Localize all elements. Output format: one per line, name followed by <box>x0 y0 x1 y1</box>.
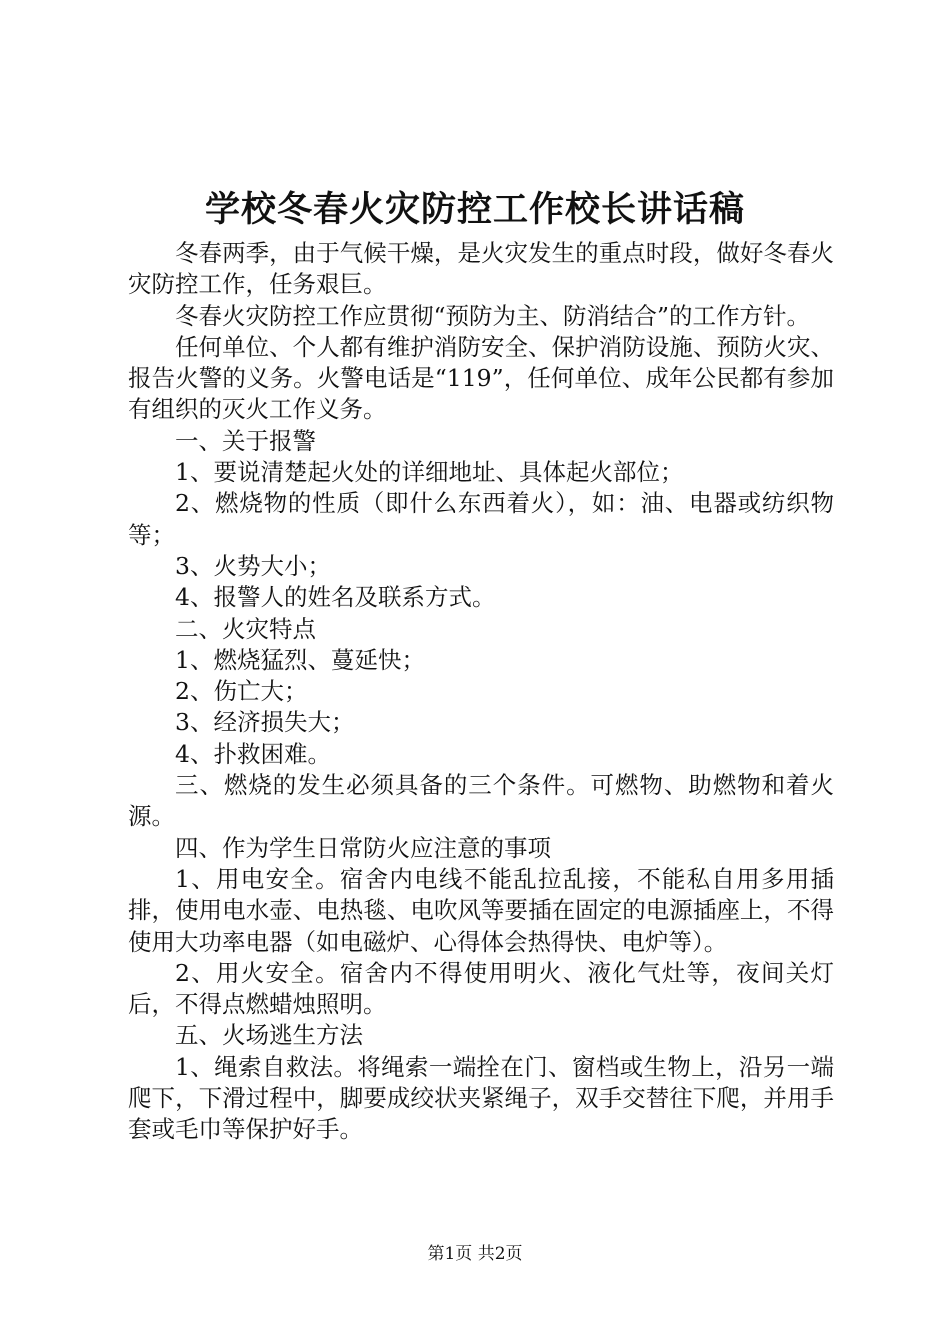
page-title: 学校冬春火灾防控工作校长讲话稿 <box>204 190 745 230</box>
list-item: 2、伤亡大； <box>175 677 308 706</box>
section-heading: 四、作为学生日常防火应注意的事项 <box>175 833 551 862</box>
section-heading: 一、关于报警 <box>175 426 316 455</box>
paragraph: 任何单位、个人都有维护消防安全、保护消防设施、预防火灾、报告火警的义务。火警电话是“119”，任何单位、成年公民都有参加有组织的灭火工作义务。 <box>128 332 834 424</box>
paragraph: 冬春两季，由于气候干燥，是火灾发生的重点时段，做好冬春火灾防控工作，任务艰巨。 <box>128 239 834 299</box>
list-item: 1、绳索自救法。将绳索一端拴在门、窗档或生物上，沿另一端爬下，下滑过程中，脚要成绞状夹紧绳子，双手交替往下爬，并用手套或毛巾等保护好手。 <box>128 1052 834 1144</box>
section-heading: 五、火场逃生方法 <box>175 1021 363 1050</box>
list-item: 1、燃烧猛烈、蔓延快； <box>175 645 425 674</box>
section-heading: 三、燃烧的发生必须具备的三个条件。可燃物、助燃物和着火源。 <box>128 771 834 831</box>
paragraph: 冬春火灾防控工作应贯彻“预防为主、防消结合”的工作方针。 <box>175 301 811 330</box>
list-item: 2、燃烧物的性质（即什么东西着火），如：油、电器或纺织物等； <box>128 489 834 549</box>
list-item: 4、报警人的姓名及联系方式。 <box>175 583 496 612</box>
section-heading: 二、火灾特点 <box>175 614 316 643</box>
list-item: 3、经济损失大； <box>175 708 355 737</box>
document-body <box>128 238 834 1146</box>
list-item: 3、火势大小； <box>175 551 331 580</box>
list-item: 1、用电安全。宿舍内电线不能乱拉乱接，不能私自用多用插排，使用电水壶、电热毯、电吹风等要插在固定的电源插座上，不得使用大功率电器（如电磁炉、心得体会热得快、电炉等）。 <box>128 864 834 956</box>
list-item: 4、扑救困难。 <box>175 739 331 768</box>
list-item: 1、要说清楚起火处的详细地址、具体起火部位； <box>175 458 684 487</box>
page-footer: 第1页 共2页 <box>427 1244 523 1264</box>
list-item: 2、用火安全。宿舍内不得使用明火、液化气灶等，夜间关灯后，不得点燃蜡烛照明。 <box>128 958 834 1019</box>
